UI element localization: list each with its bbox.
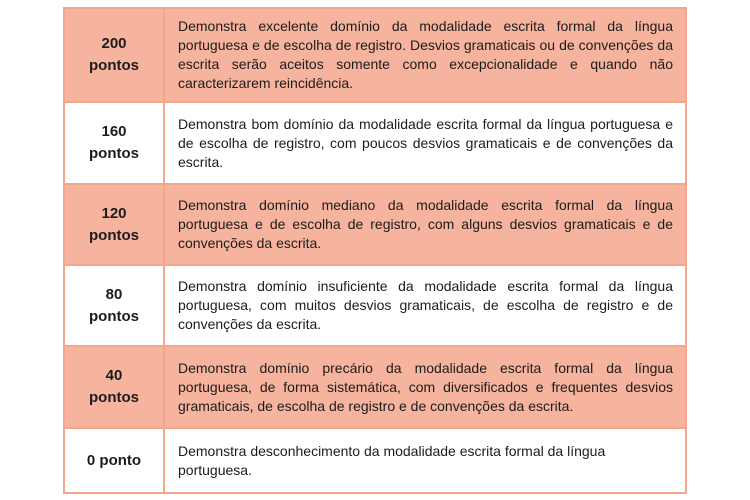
table-row: [64, 8, 686, 102]
description-cell: Demonstra bom domínio da modalidade escrita formal da língua portuguesa e de escolha de registro, com poucos desvios gramaticais e de convenções da escrita.: [164, 102, 686, 184]
table-row: [64, 346, 686, 428]
rubric-table: [63, 7, 687, 494]
score-cell: [64, 102, 164, 184]
score-unit: pontos: [89, 389, 139, 406]
description-cell: Demonstra excelente domínio da modalidade escrita formal da língua portuguesa e de escolha de registro. Desvios gramaticais ou de convenções da escrita serão aceitos somente como excepcionalidade e quando não caracterizarem reincidência.: [164, 8, 686, 102]
score-label: 0 ponto: [86, 451, 142, 469]
score-unit: pontos: [89, 226, 139, 244]
score-cell: [64, 346, 164, 428]
description-cell: Demonstra domínio mediano da modalidade escrita formal da língua portuguesa e de escolha de registro, com alguns desvios gramaticais e de convenções da escrita.: [164, 184, 686, 265]
score-cell: [64, 184, 164, 265]
score-unit: pontos: [89, 145, 139, 162]
description-cell: Demonstra domínio precário da modalidade escrita formal da língua portuguesa, de forma sistemática, com diversificados e frequentes desvios gramaticais, de escolha de registro e de convenções da escrita.: [164, 346, 686, 428]
score-cell: [64, 265, 164, 346]
score-value: 200: [101, 35, 127, 52]
table-row: [64, 265, 686, 346]
table-row: [64, 428, 686, 493]
table-row: [64, 184, 686, 265]
score-cell: [64, 8, 164, 102]
description-cell: Demonstra desconhecimento da modalidade escrita formal da língua portuguesa.: [164, 428, 686, 493]
rubric-table-container: [63, 7, 687, 492]
score-cell: [64, 428, 164, 493]
score-value: 80: [105, 285, 123, 303]
score-unit: pontos: [89, 307, 139, 325]
score-value: 120: [101, 204, 127, 222]
table-row: [64, 102, 686, 184]
score-unit: pontos: [89, 57, 139, 74]
score-value: 160: [101, 123, 127, 140]
score-value: 40: [105, 367, 123, 384]
description-cell: Demonstra domínio insuficiente da modalidade escrita formal da língua portuguesa, com muitos desvios gramaticais, de escolha de registro e de convenções da escrita.: [164, 265, 686, 346]
